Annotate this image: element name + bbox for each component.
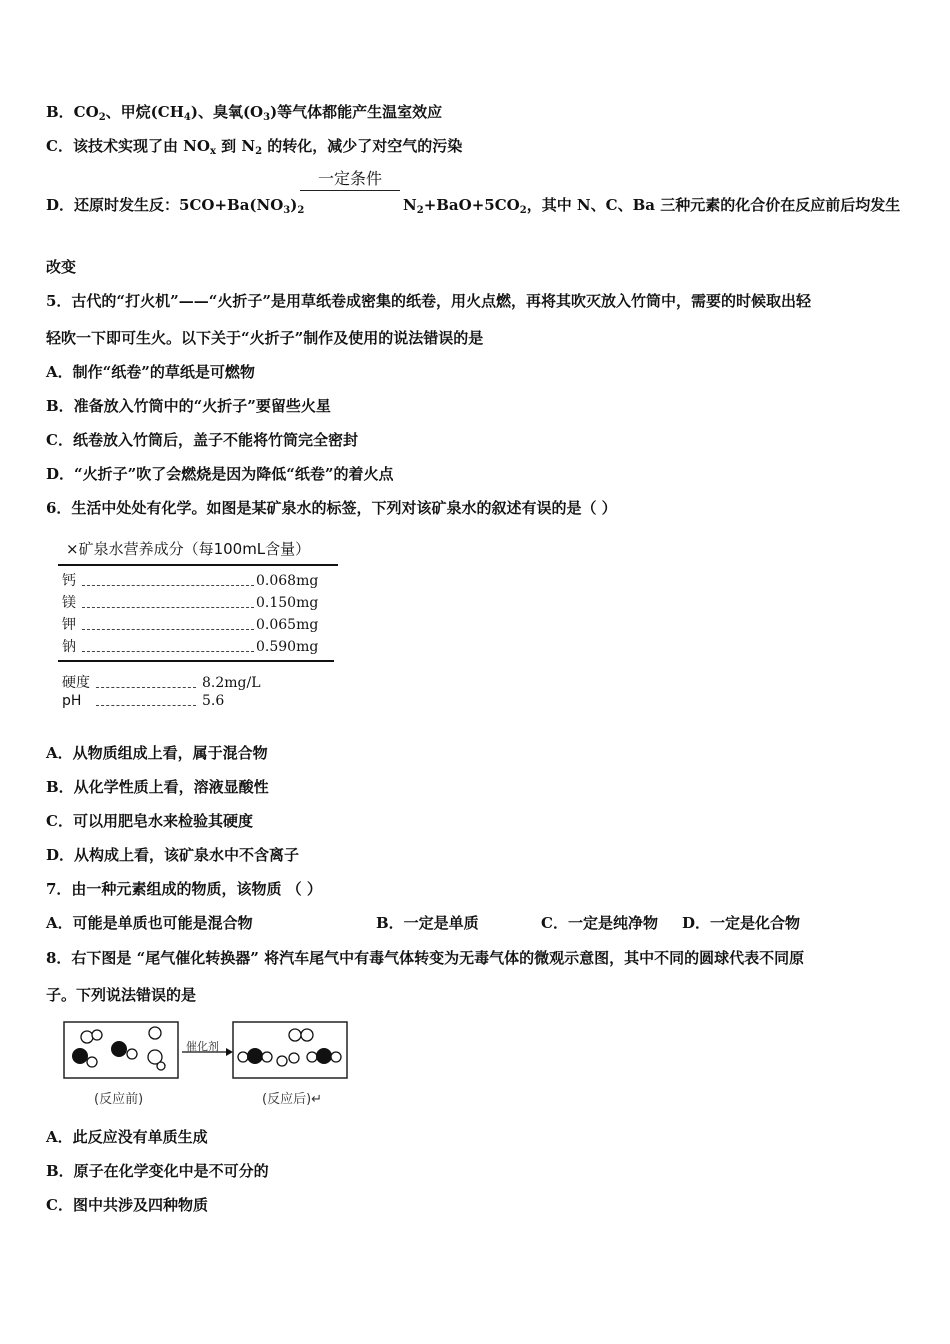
nutrient-row-magnesium: 镁 0.150mg <box>62 595 319 611</box>
q7-option-b: B．一定是单质 <box>376 914 479 932</box>
q5-stem-line2: 轻吹一下即可生火。以下关于“火折子”制作及使用的说法错误的是 <box>46 329 484 347</box>
atom-white <box>92 1030 102 1040</box>
atom-white <box>157 1062 165 1070</box>
nutrient-row-sodium: 钠 0.590mg <box>62 639 319 655</box>
reaction-condition: 一定条件 <box>317 169 382 188</box>
atom-white <box>87 1057 97 1067</box>
q6-option-a: A．从物质组成上看，属于混合物 <box>46 744 268 762</box>
nutrient-row-calcium: 钙 0.068mg <box>62 573 319 589</box>
atom-black <box>72 1048 88 1064</box>
nutrient-row-potassium: 钾 0.065mg <box>62 617 319 633</box>
q6-option-c: C．可以用肥皂水来检验其硬度 <box>46 812 253 830</box>
q7-stem: 7．由一种元素组成的物质，该物质 （ ） <box>46 880 322 898</box>
label-rule-bottom <box>58 660 334 662</box>
atom-white <box>307 1052 317 1062</box>
label-rule-top <box>58 564 338 566</box>
option-c-q4: C．该技术实现了由 $NO_x$ 到 $N_2$ 的转化，减少了对空气的污染 <box>46 137 463 157</box>
catalyst-label: 催化剂 <box>186 1040 219 1053</box>
option-b-q4: B．$CO_2$、甲烷$(CH_4)$、臭氧$(O_3)$等气体都能产生温室效应 <box>46 103 443 123</box>
catalytic-converter-diagram <box>62 1020 352 1112</box>
hardness-row: 硬度 8.2mg/L <box>62 675 261 691</box>
q7-option-d: D．一定是化合物 <box>682 914 801 932</box>
reaction-arrowhead <box>226 1048 233 1056</box>
label-title: ×矿泉水营养成分（每100mL含量） <box>66 540 311 558</box>
atom-white <box>301 1029 313 1041</box>
q7-option-c: C．一定是纯净物 <box>541 914 658 932</box>
option-d-q4-cont: 改变 <box>46 258 77 276</box>
mineral-water-label <box>58 538 348 718</box>
atom-white <box>277 1056 287 1066</box>
q8-stem-line2: 子。下列说法错误的是 <box>46 986 197 1004</box>
atom-white <box>149 1027 161 1039</box>
atom-white <box>81 1031 93 1043</box>
q6-option-d: D．从构成上看，该矿泉水中不含离子 <box>46 846 300 864</box>
atom-white <box>262 1052 272 1062</box>
after-caption: (反应后)↵ <box>262 1092 323 1107</box>
q5-stem-line1: 5．古代的“打火机”——“火折子”是用草纸卷成密集的纸卷，用火点燃，再将其吹灭放入竹筒中，需要的时候取出轻 <box>46 292 811 310</box>
q7-option-a: A．可能是单质也可能是混合物 <box>46 914 253 932</box>
before-caption: (反应前) <box>94 1092 144 1107</box>
q8-option-b: B．原子在化学变化中是不可分的 <box>46 1162 269 1180</box>
atom-black <box>111 1041 127 1057</box>
q5-option-b: B．准备放入竹筒中的“火折子”要留些火星 <box>46 397 331 415</box>
q8-stem-line1: 8．右下图是 “尾气催化转换器” 将汽车尾气中有毒气体转变为无毒气体的微观示意图，其中不同的圆球代表不同原 <box>46 949 805 967</box>
atom-white <box>289 1029 301 1041</box>
atom-white <box>238 1052 248 1062</box>
q8-option-c: C．图中共涉及四种物质 <box>46 1196 208 1214</box>
q5-option-d: D．“火折子”吹了会燃烧是因为降低“纸卷”的着火点 <box>46 465 394 483</box>
reaction-arrow-line <box>300 190 400 191</box>
atom-white <box>289 1053 299 1063</box>
ph-row: pH 5.6 <box>62 693 225 709</box>
q5-option-c: C．纸卷放入竹筒后，盖子不能将竹筒完全密封 <box>46 431 358 449</box>
atom-white <box>331 1052 341 1062</box>
q6-option-b: B．从化学性质上看，溶液显酸性 <box>46 778 269 796</box>
q5-option-a: A．制作“纸卷”的草纸是可燃物 <box>46 363 255 381</box>
option-d-q4-left: D．还原时发生反：$5CO+Ba(NO_3)_2$ <box>46 196 305 216</box>
q6-stem: 6．生活中处处有化学。如图是某矿泉水的标签，下列对该矿泉水的叙述有误的是（ ） <box>46 499 617 517</box>
atom-white <box>127 1049 137 1059</box>
atom-black <box>316 1048 332 1064</box>
q8-option-a: A．此反应没有单质生成 <box>46 1128 208 1146</box>
atom-black <box>247 1048 263 1064</box>
option-d-q4-right: $N_2+BaO+5CO_2$，其中 N、C、Ba 三种元素的化合价在反应前后均发生 <box>403 196 901 216</box>
